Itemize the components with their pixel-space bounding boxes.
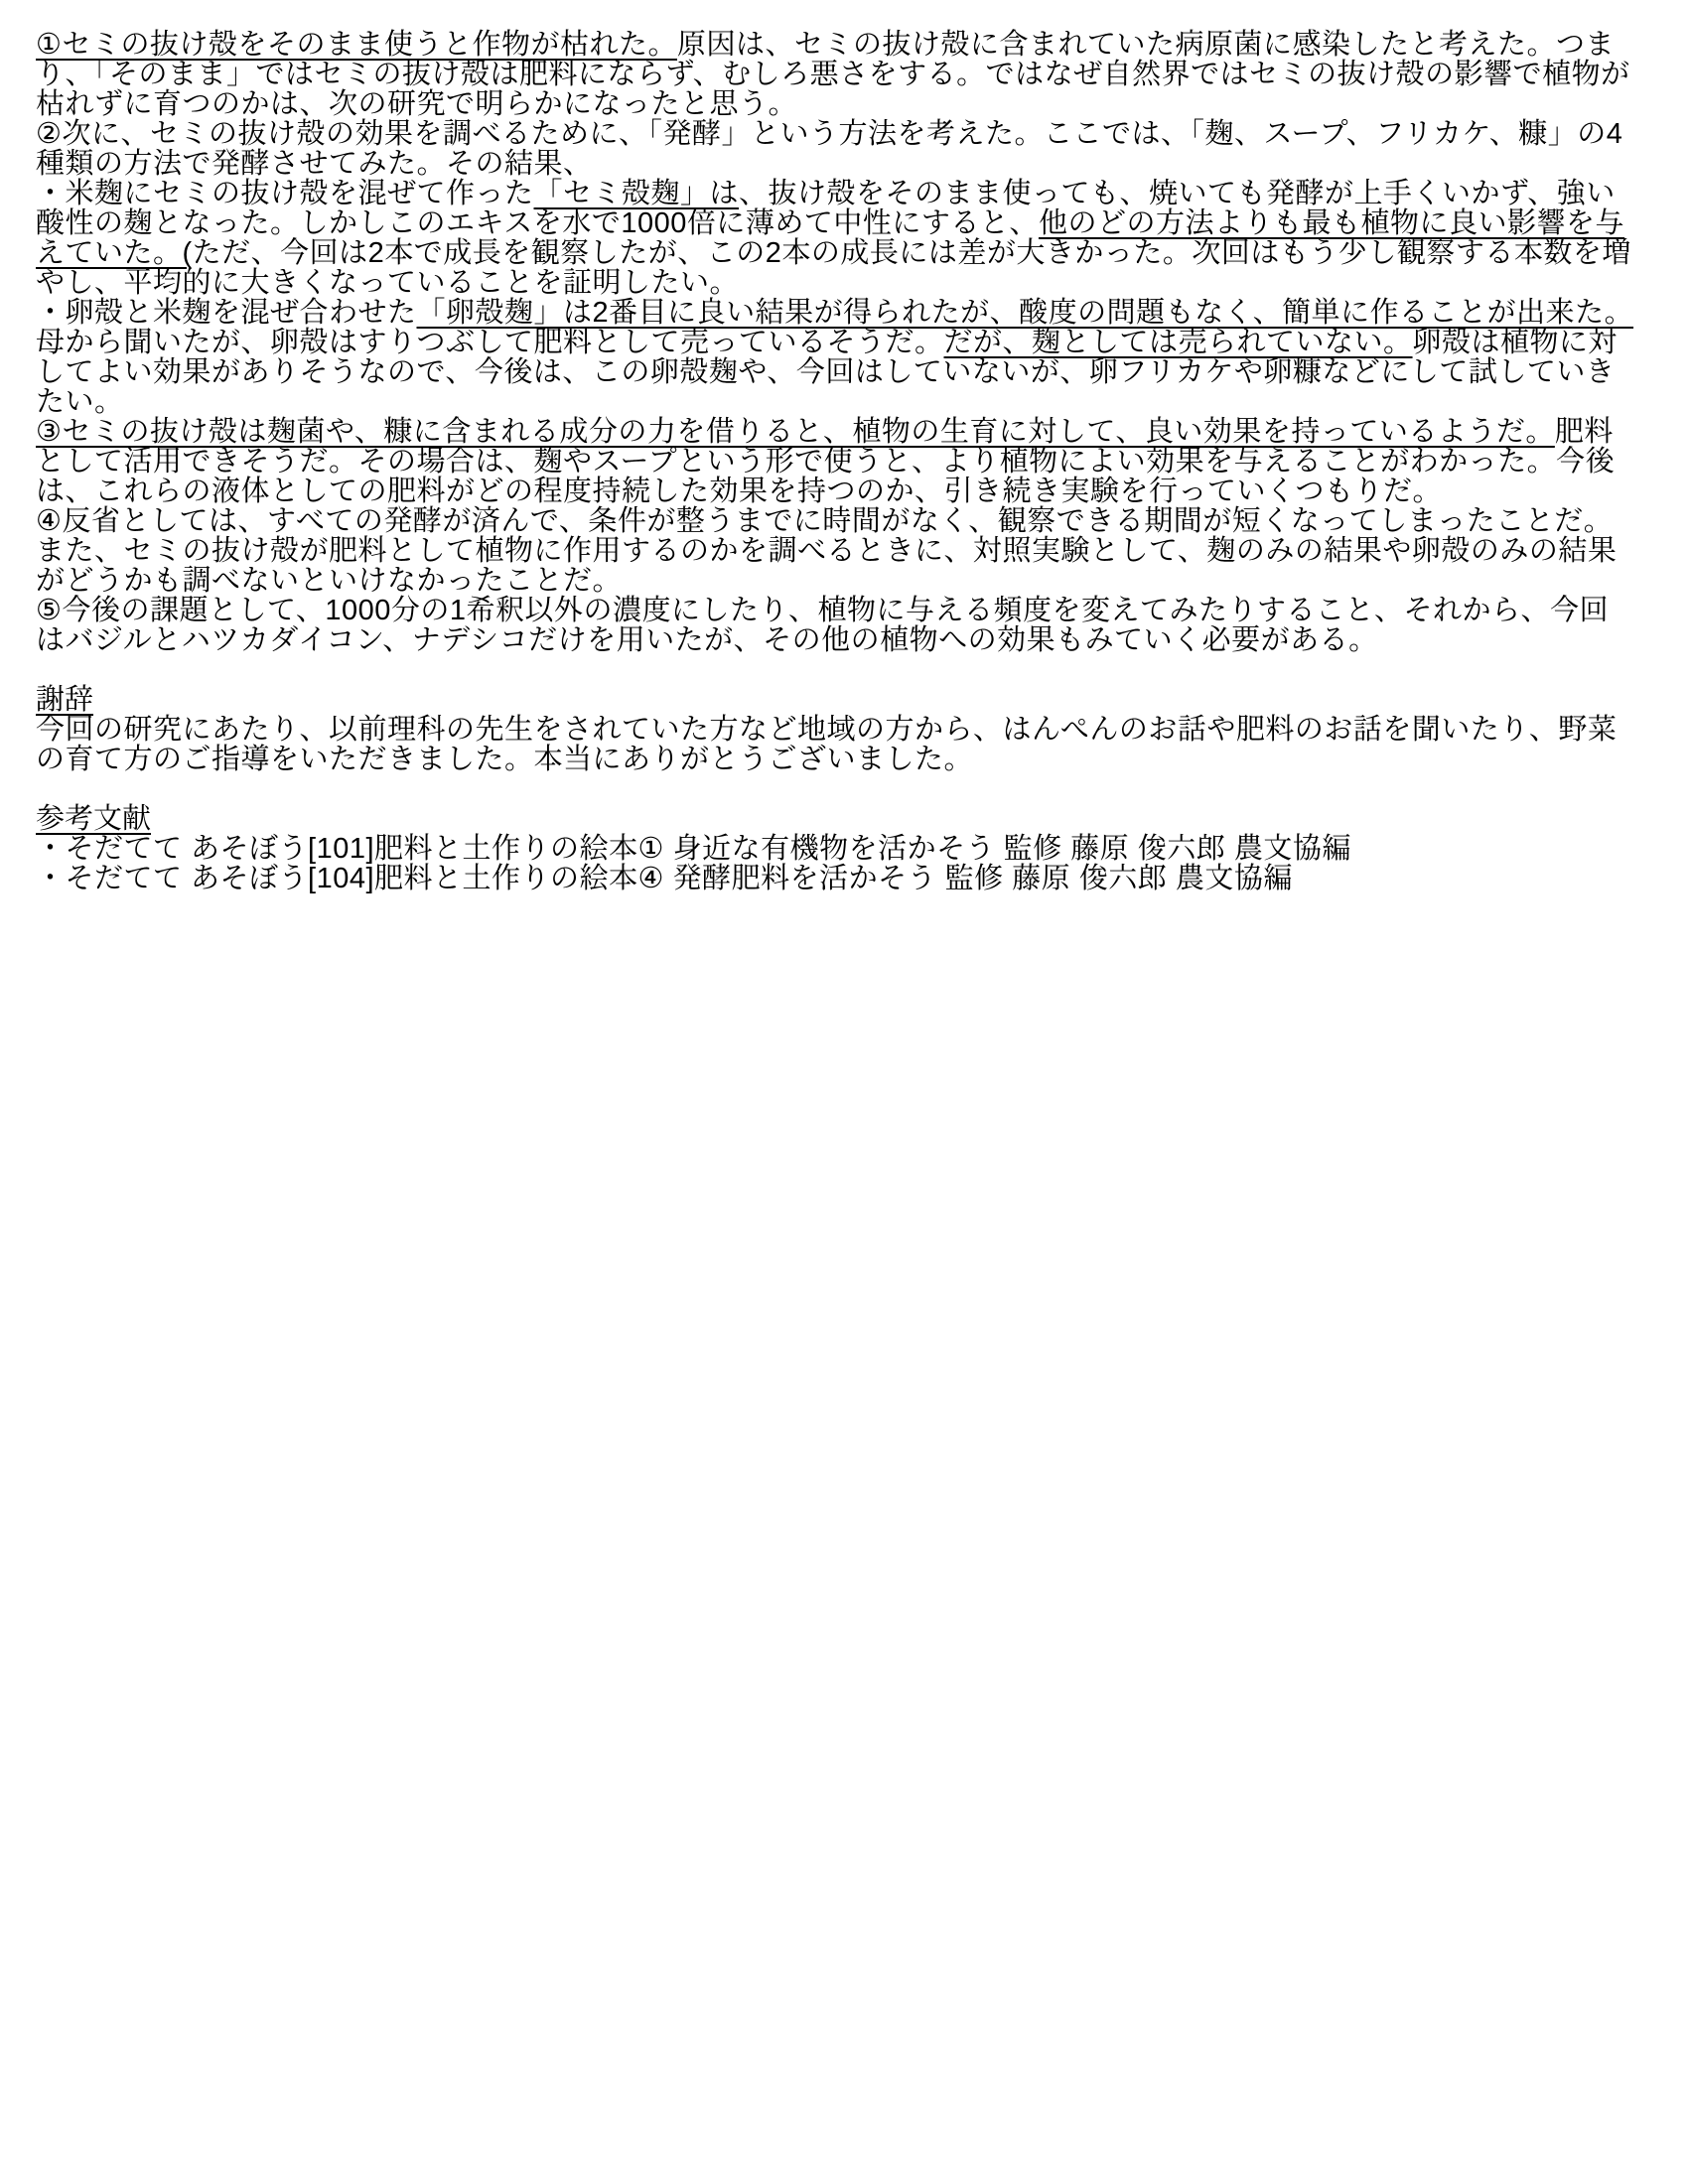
text-segment: ・米麹にセミの抜け殻を混ぜて作った <box>36 178 534 209</box>
underlined-text-segment: ①セミの抜け殻をそのまま使うと作物が枯れた。 <box>36 29 677 61</box>
text-segment: ただ、今回は2本で成長を観察したが、この2本の成長には差が大きかった。次回はもう少し観察する本数を増やし、平均的に大きくなっていることを証明したい。 <box>36 237 1631 299</box>
references-heading <box>36 804 1634 834</box>
references-list <box>36 834 1634 893</box>
reference-item: ・そだてて あそぼう[104]肥料と土作りの絵本④ 発酵肥料を活かそう 監修 藤原 俊六郎 農文協編 <box>36 863 1293 894</box>
acknowledgment-heading-text: 謝辞 <box>36 684 94 716</box>
reference-item: ・そだてて あそぼう[101]肥料と土作りの絵本① 身近な有機物を活かそう 監修 藤原 俊六郎 農文協編 <box>36 833 1351 865</box>
paragraph <box>36 179 1634 298</box>
text-segment: 、抜け殻をそのまま使っても、焼いても発酵が上手くいかず、強い酸性の麹となった。しかしこのエキスを水で1000倍に薄めて中性にすると、 <box>36 178 1616 239</box>
underlined-text-segment: ③セミの抜け殻は麹菌や、糠に含まれる成分の力を借りると、植物の生育に対して、良い効果を持っているようだ。 <box>36 416 1555 448</box>
text-segment: 原因は、セミの抜け殻に含まれていた病原菌に感染したと考えた。つまり、「そのまま」ではセミの抜け殻は肥料にならず、むしろ悪さをする。ではなぜ自然界ではセミの抜け殻の影響で植物が枯れずに育つのかは、次の研究で明らかになったと思う。 <box>36 29 1630 120</box>
underlined-text-segment: 「セミ殻麹」は <box>533 178 740 209</box>
text-segment: ④反省としては、すべての発酵が済んで、条件が整うまでに時間がなく、観察できる期間が短くなってしまったことだ。また、セミの抜け殻が肥料として植物に作用するのかを調べるときに、対照実験として、麹のみの結果や卵殻のみの結果がどうかも調べないといけなかったことだ。 <box>36 505 1618 597</box>
paragraph <box>36 506 1634 596</box>
paragraph <box>36 30 1634 119</box>
text-segment: 母から聞いたが、卵殻はすりつぶして肥料として売っているそうだ。 <box>36 327 944 358</box>
underlined-text-segment: 「卵殻麹」は2番目に良い結果が得られたが、酸度の問題もなく、簡単に作ることが出来た。 <box>416 297 1634 329</box>
paragraph <box>36 119 1634 179</box>
paragraph <box>36 417 1634 506</box>
acknowledgment-body: 今回の研究にあたり、以前理科の先生をされていた方など地域の方から、はんぺんのお話や肥料のお話を聞いたり、野菜の育て方のご指導をいただきました。本当にありがとうございました。 <box>36 714 1618 775</box>
document-content <box>36 30 1634 893</box>
conclusion-text-block <box>36 30 1634 655</box>
underlined-text-segment: 他のどの方法よりも最も植物に良い影響を与えていた。( <box>36 207 1624 269</box>
text-segment: 肥料として活用できそうだ。その場合は、麹やスープという形で使うと、より植物によい効果を与えることがわかった。今後は、これらの液体としての肥料がどの程度持続した効果を持つのか、引き続き実験を行っていくつもりだ。 <box>36 416 1616 507</box>
blank-line <box>36 655 1634 685</box>
acknowledgment-heading <box>36 685 1634 715</box>
text-segment: ②次に、セミの抜け殻の効果を調べるために、「発酵」という方法を考えた。ここでは、「麹、スープ、フリカケ、糠」の4種類の方法で発酵させてみた。その結果、 <box>36 118 1623 180</box>
text-segment: ・卵殻と米麹を混ぜ合わせた <box>36 297 417 329</box>
references-heading-text: 参考文献 <box>36 803 152 835</box>
blank-line <box>36 774 1634 804</box>
text-segment: 卵殻は植物に対してよい効果がありそうなので、今後は、この卵殻麹や、今回はしていないが、卵フリカケや卵糠などにして試していきたい。 <box>36 327 1618 418</box>
paragraph <box>36 298 1634 417</box>
paragraph <box>36 596 1634 655</box>
text-segment: ⑤今後の課題として、1000分の1希釈以外の濃度にしたり、植物に与える頻度を変えてみたりすること、それから、今回はバジルとハツカダイコン、ナデシコだけを用いたが、その他の植物への効果もみていく必要がある。 <box>36 595 1610 656</box>
underlined-text-segment: だが、麹としては売られていない。 <box>943 327 1413 358</box>
